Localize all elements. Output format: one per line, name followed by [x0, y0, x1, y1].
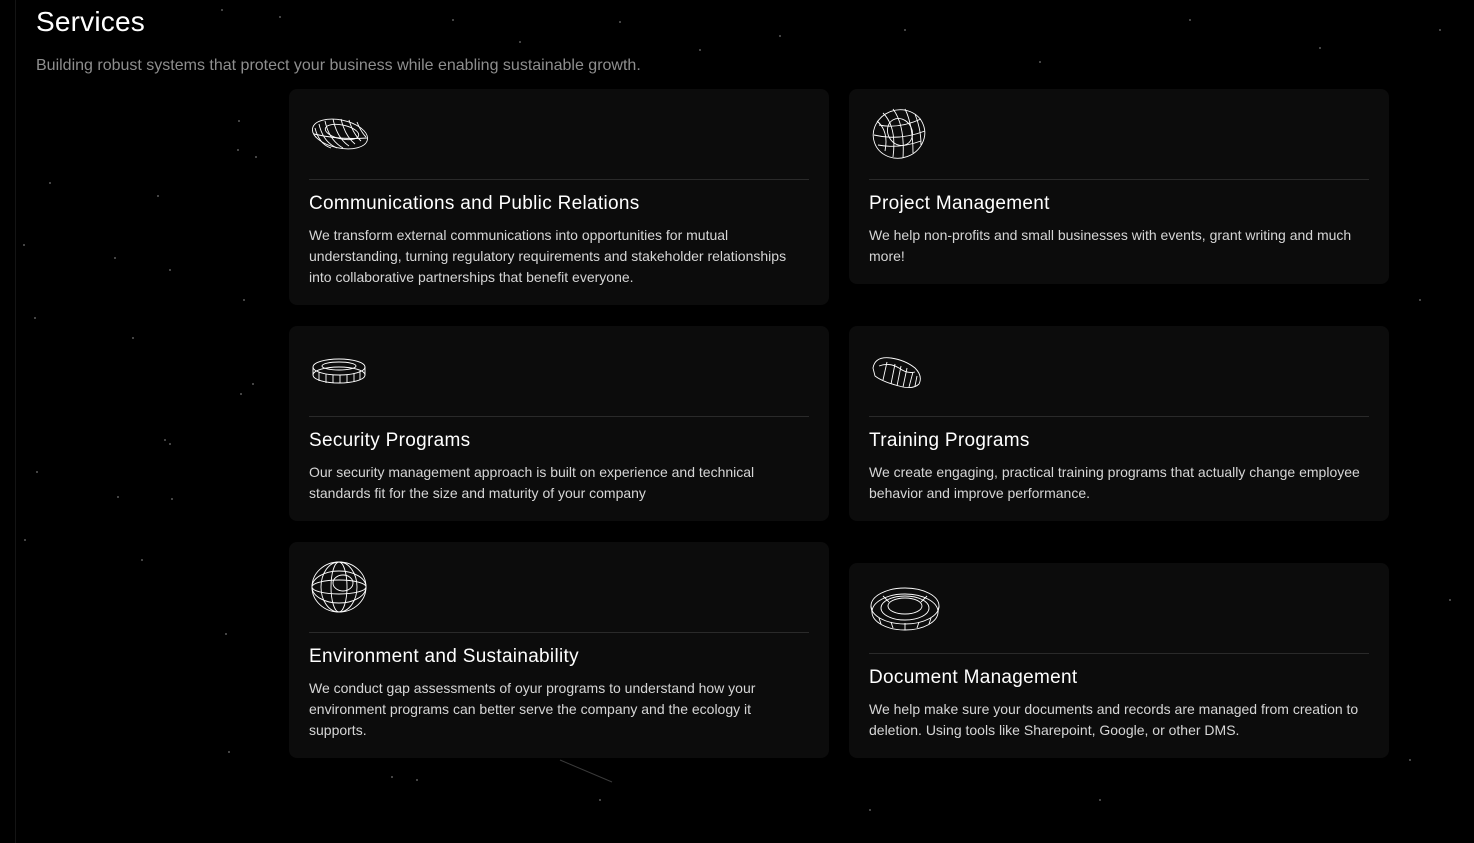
service-card-security[interactable]: [289, 326, 829, 521]
service-card-document-management[interactable]: [849, 563, 1389, 758]
service-title: Project Management: [869, 193, 1050, 214]
service-description: We help non-profits and small businesses with events, grant writing and much more!: [869, 227, 1352, 264]
service-title: Training Programs: [869, 430, 1030, 451]
service-title: Communications and Public Relations: [309, 193, 640, 214]
service-description: Our security management approach is built on experience and technical standards fit for the size and maturity of your company: [309, 464, 755, 501]
page-title: Services: [36, 6, 145, 37]
service-description: We transform external communications into opportunities for mutual understanding, turning regulatory requirements and stakeholder relationships into collaborative partnerships that benefit everyone.: [309, 227, 787, 285]
service-description: We conduct gap assessments of oyur programs to understand how your environment programs can better serve the company and the ecology it supports.: [309, 680, 756, 738]
card-divider: [869, 416, 1369, 417]
service-card-project-management[interactable]: [849, 89, 1389, 284]
wireframe-ring-icon: [309, 110, 373, 158]
service-description: We help make sure your documents and records are managed from creation to deletion. Using tools like Sharepoint, Google, or other DMS.: [869, 701, 1359, 738]
card-divider: [309, 416, 809, 417]
wireframe-donut-icon: [869, 582, 941, 634]
card-divider: [869, 179, 1369, 180]
wireframe-sphere-icon: [309, 559, 369, 615]
service-card-communications[interactable]: [289, 89, 829, 305]
service-title: Security Programs: [309, 430, 471, 451]
service-card-training[interactable]: [849, 326, 1389, 521]
card-divider: [869, 653, 1369, 654]
wireframe-band-icon: [309, 351, 369, 391]
wireframe-torus-icon: [869, 105, 929, 163]
service-title: Document Management: [869, 667, 1078, 688]
card-divider: [309, 179, 809, 180]
service-title: Environment and Sustainability: [309, 646, 579, 667]
service-card-environment[interactable]: [289, 542, 829, 758]
card-divider: [309, 632, 809, 633]
page-subtitle: Building robust systems that protect your business while enabling sustainable growth.: [36, 57, 641, 74]
service-description: We create engaging, practical training programs that actually change employee behavior and improve performance.: [869, 464, 1360, 501]
wireframe-twist-icon: [869, 350, 925, 392]
